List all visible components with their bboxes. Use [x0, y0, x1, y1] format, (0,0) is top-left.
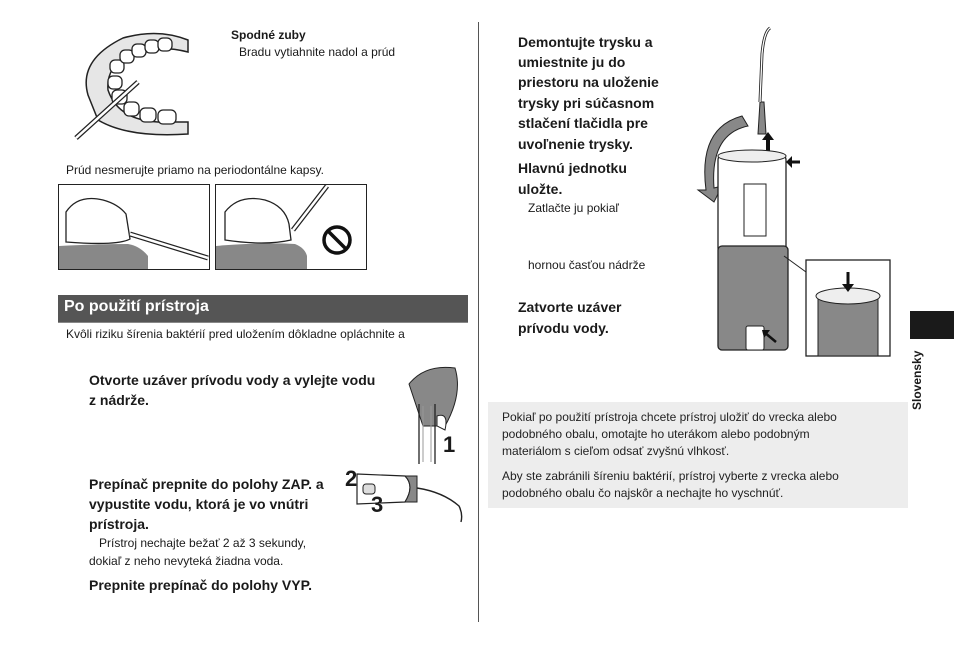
close-line1: Zatvorte uzáver [518, 299, 622, 315]
correct-angle-illustration [58, 184, 210, 270]
drain-water-illustration [405, 364, 463, 464]
step2-note2: dokiaľ z neho nevyteká žiadna voda. [89, 554, 284, 568]
lower-teeth-text: Bradu vytiahnite nadol a prúd [239, 45, 396, 59]
section-title: Po použití prístroja [64, 298, 209, 315]
lower-teeth-illustration [68, 20, 218, 140]
store-line2: uložte. [518, 181, 563, 197]
nozzle-line3: priestoru na uloženie [518, 74, 659, 90]
store-line1: Hlavnú jednotku [518, 160, 627, 176]
section-divider [58, 322, 468, 323]
section-intro: Kvôli riziku šírenia baktérií pred uložením dôkladne opláchnite a [66, 327, 405, 341]
store-note1: Zatlačte ju pokiaľ [528, 201, 619, 215]
periodontal-text: Prúd nesmerujte priamo na periodontálne kapsy. [66, 163, 324, 177]
wrong-angle-illustration [215, 184, 367, 270]
step2-line3: prístroja. [89, 516, 149, 532]
callout-1: 1 [443, 432, 456, 457]
step2-line2: vypustite vodu, ktorá je vo vnútri [89, 496, 309, 512]
lower-teeth-title: Spodné zuby [231, 28, 306, 42]
step2-line1: Prepínač prepnite do polohy ZAP. a [89, 476, 324, 492]
callout-2: 2 [345, 466, 358, 491]
nozzle-line2: umiestnite ju do [518, 54, 626, 70]
step1-line1: Otvorte uzáver prívodu vody a vylejte vodu [89, 372, 376, 388]
note-p1-line1: Pokiaľ po použití prístroja chcete prístroj uložiť do vrecka alebo [502, 410, 837, 424]
step1-line2: z nádrže. [89, 392, 149, 408]
note-p2-line2: podobného obalu čo najskôr a nechajte ho vyschnúť. [502, 486, 784, 500]
step3-text: Prepnite prepínač do polohy VYP. [89, 577, 313, 593]
storage-device-illustration [692, 24, 892, 358]
language-label: Slovensky [910, 350, 924, 410]
column-divider [478, 22, 479, 622]
language-tab [907, 345, 927, 415]
switch-on-illustration [343, 466, 467, 526]
storage-note-box [488, 402, 908, 508]
note-p1-line2: podobného obalu, omotajte ho uterákom alebo podobným [502, 427, 810, 441]
nozzle-line6: uvoľnenie trysky. [518, 136, 633, 152]
callout-3: 3 [371, 492, 384, 517]
section-header [58, 295, 468, 323]
language-tab-marker [910, 311, 954, 339]
nozzle-line4: trysky pri súčasnom [518, 95, 655, 111]
nozzle-line1: Demontujte trysku a [518, 34, 653, 50]
note-p2-line1: Aby ste zabránili šíreniu baktérií, prístroj vyberte z vrecka alebo [502, 469, 839, 483]
store-note2: hornou časťou nádrže [528, 258, 646, 272]
nozzle-line5: stlačení tlačidla pre [518, 115, 648, 131]
note-p1-line3: materiálom s cieľom odsať zvyšnú vlhkosť. [502, 444, 730, 458]
close-line2: prívodu vody. [518, 320, 609, 336]
step2-note1: Prístroj nechajte bežať 2 až 3 sekundy, [99, 536, 307, 550]
